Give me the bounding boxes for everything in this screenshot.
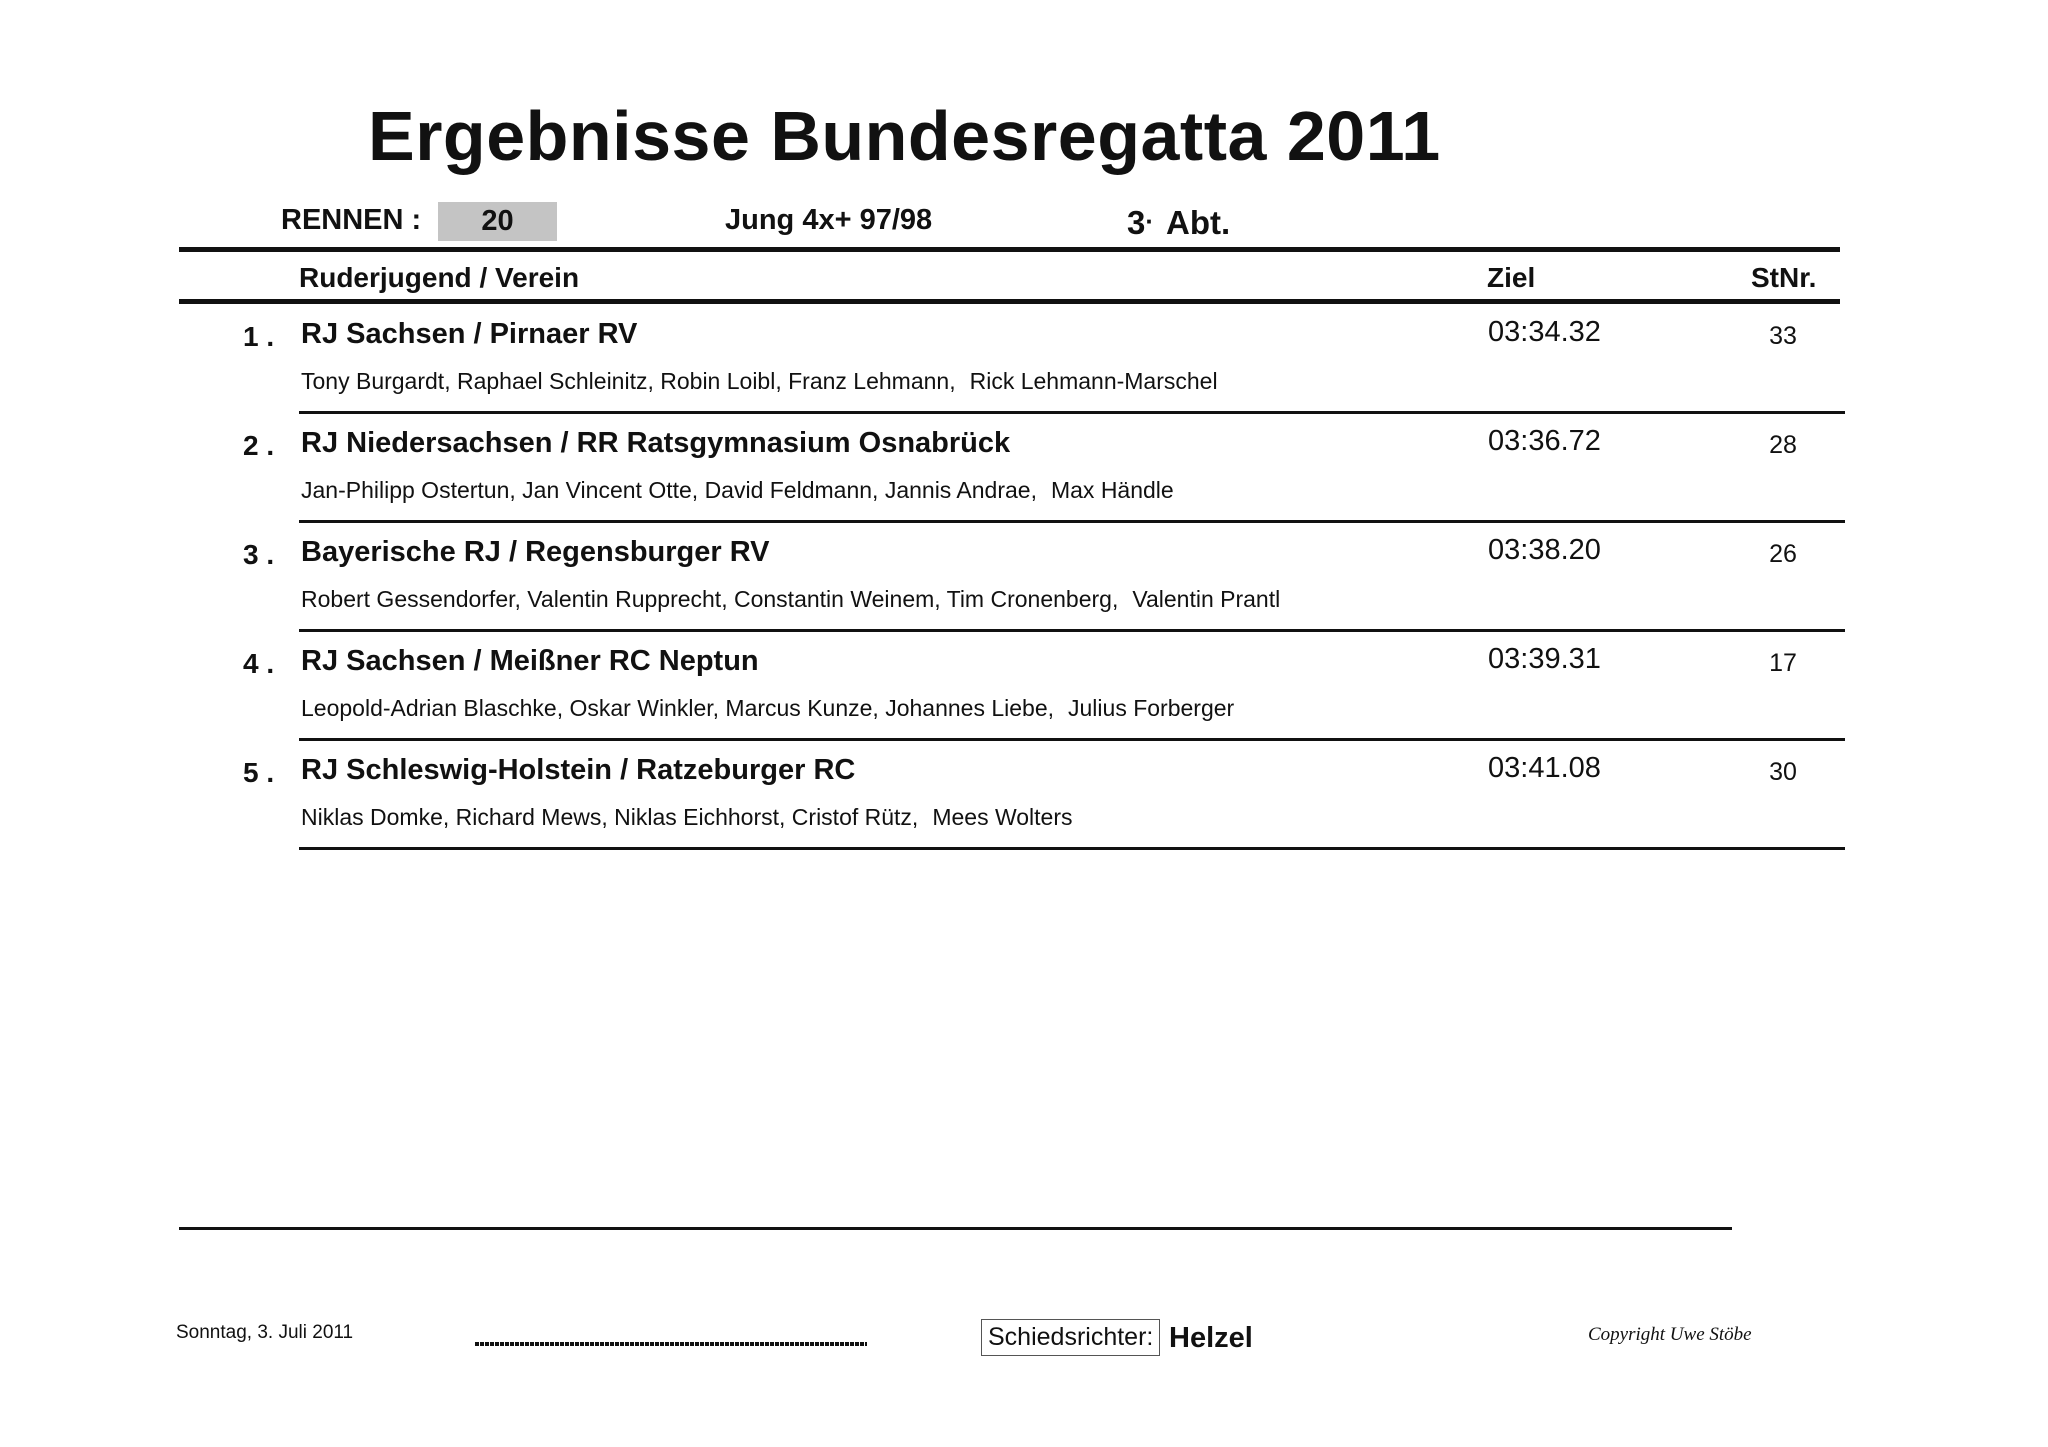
result-crew: [301, 477, 1174, 504]
result-time: 03:39.31: [1488, 643, 1601, 675]
result-rank: 4 .: [243, 648, 275, 679]
crew-rowers: Robert Gessendorfer, Valentin Rupprecht, Constantin Weinem, Tim Cronenberg,: [301, 586, 1119, 612]
result-start-no: 26: [1769, 540, 1797, 568]
result-crew: [301, 586, 1280, 613]
result-team: RJ Sachsen / Pirnaer RV: [301, 318, 638, 350]
crew-cox: Mees Wolters: [932, 804, 1073, 830]
result-rank: 5 .: [243, 757, 275, 788]
copyright: Copyright Uwe Stöbe: [1588, 1324, 1752, 1345]
crew-rowers: Niklas Domke, Richard Mews, Niklas Eichhorst, Cristof Rütz,: [301, 804, 919, 830]
result-team: RJ Sachsen / Meißner RC Neptun: [301, 645, 759, 677]
crew-rowers: Tony Burgardt, Raphael Schleinitz, Robin Loibl, Franz Lehmann,: [301, 368, 956, 394]
header-top-rule: [179, 247, 1840, 252]
row-separator: [299, 738, 1845, 741]
result-start-no: 28: [1769, 431, 1797, 459]
crew-cox: Julius Forberger: [1068, 695, 1235, 721]
result-time: 03:41.08: [1488, 752, 1601, 784]
column-header-finish: Ziel: [1487, 262, 1536, 293]
column-header-club: Ruderjugend / Verein: [299, 262, 580, 293]
crew-cox: Rick Lehmann-Marschel: [969, 368, 1218, 394]
row-separator: [299, 629, 1845, 632]
race-label: RENNEN :: [281, 204, 422, 236]
page-title: Ergebnisse Bundesregatta 2011: [368, 97, 1441, 175]
division-label: Abt.: [1166, 204, 1231, 241]
signature-line: [475, 1342, 867, 1346]
result-time: 03:34.32: [1488, 316, 1601, 348]
footer-rule: [179, 1227, 1732, 1230]
judge-label: Schiedsrichter:: [981, 1319, 1160, 1356]
result-rank: 3 .: [243, 539, 275, 570]
result-time: 03:38.20: [1488, 534, 1601, 566]
result-crew: [301, 368, 1218, 395]
crew-rowers: Leopold-Adrian Blaschke, Oskar Winkler, Marcus Kunze, Johannes Liebe,: [301, 695, 1055, 721]
result-rank: 1 .: [243, 321, 275, 352]
column-header-start-no: StNr.: [1751, 262, 1817, 293]
result-crew: [301, 695, 1234, 722]
result-time: 03:36.72: [1488, 425, 1601, 457]
result-team: RJ Schleswig-Holstein / Ratzeburger RC: [301, 754, 856, 786]
row-separator: [299, 520, 1845, 523]
division-dot: ·: [1145, 206, 1155, 236]
result-start-no: 33: [1769, 322, 1797, 350]
judge-name: Helzel: [1169, 1322, 1253, 1354]
row-separator: [299, 847, 1845, 850]
result-team: RJ Niedersachsen / RR Ratsgymnasium Osnabrück: [301, 427, 1011, 459]
crew-rowers: Jan-Philipp Ostertun, Jan Vincent Otte, David Feldmann, Jannis Andrae,: [301, 477, 1037, 503]
result-start-no: 17: [1769, 649, 1797, 677]
row-separator: [299, 411, 1845, 414]
race-class: Jung 4x+ 97/98: [725, 204, 933, 236]
result-start-no: 30: [1769, 758, 1797, 786]
crew-cox: Valentin Prantl: [1132, 586, 1281, 612]
crew-cox: Max Händle: [1050, 477, 1174, 503]
race-number: 20: [438, 202, 557, 241]
footer-date: Sonntag, 3. Juli 2011: [176, 1322, 354, 1343]
division-number: 3: [1127, 204, 1146, 241]
header-bottom-rule: [179, 299, 1840, 304]
result-crew: [301, 804, 1073, 831]
division: [1127, 204, 1230, 242]
result-team: Bayerische RJ / Regensburger RV: [301, 536, 770, 568]
result-rank: 2 .: [243, 430, 275, 461]
